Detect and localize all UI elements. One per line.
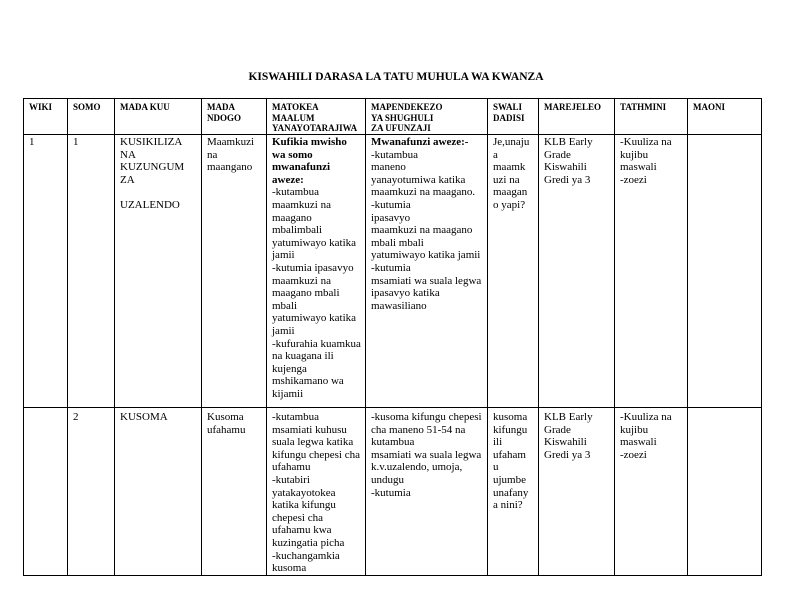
cell-mada-kuu: KUSOMA xyxy=(115,408,202,576)
header-swali-dadisi: SWALI DADISI xyxy=(488,99,539,135)
header-mapendekezo: MAPENDEKEZO YA SHUGHULI ZA UFUNZAJI xyxy=(366,99,488,135)
cell-mapendekezo: -kusoma kifungu chepesi cha maneno 51-54 na kutambua msamiati wa suala legwa k.v.uzalendo, umoja, undugu -kutumia xyxy=(366,408,488,576)
cell-wiki: 1 xyxy=(24,135,68,408)
header-maoni: MAONI xyxy=(688,99,762,135)
cell-maoni xyxy=(688,135,762,408)
cell-mapendekezo xyxy=(366,135,488,408)
cell-marejeleo: KLB Early Grade Kiswahili Gredi ya 3 xyxy=(539,135,615,408)
header-marejeleo: MAREJELEO xyxy=(539,99,615,135)
header-matokea: MATOKEA MAALUM YANAYOTARAJIWA xyxy=(267,99,366,135)
cell-mada-ndogo: Kusoma ufahamu xyxy=(202,408,267,576)
mapendekezo-text: -kutambua maneno yanayotumiwa katika maamkuzi na maagano. -kutumia ipasavyo maamkuzi na maagano mbali mbali yatumiwayo katika jamii -kutumia msamiati wa suala legwa ipasavyo katika mawasiliano xyxy=(371,148,482,312)
cell-mada-kuu: KUSIKILIZA NA KUZUNGUM ZA UZALENDO xyxy=(115,135,202,408)
cell-somo: 1 xyxy=(68,135,115,408)
cell-tathmini: -Kuuliza na kujibu maswali -zoezi xyxy=(615,135,688,408)
cell-swali-dadisi: Je,unaju a maamk uzi na maagan o yapi? xyxy=(488,135,539,408)
cell-matokea: -kutambua msamiati kuhusu suala legwa katika kifungu chepesi cha ufahamu -kutabiri yatakayotokea katika kifungu chepesi cha ufahamu kwa kuzingatia picha -kuchangamkia kusoma xyxy=(267,408,366,576)
header-tathmini: TATHMINI xyxy=(615,99,688,135)
matokea-text: -kutambua maamkuzi na maagano mbalimbali yatumiwayo katika jamii -kutumia ipasavyo maamkuzi na maagano mbali mbali yatumiwayo katika jamii -kufurahia kuamkua na kuagana ili kujenga mshikamano wa kijamii xyxy=(272,186,361,400)
scheme-of-work-table xyxy=(23,98,762,576)
header-mada-kuu: MADA KUU xyxy=(115,99,202,135)
matokea-heading: Kufikia mwisho wa somo mwanafunzi aweze: xyxy=(272,136,347,186)
document-title: KISWAHILI DARASA LA TATU MUHULA WA KWANZA xyxy=(248,71,544,83)
table-row xyxy=(24,408,762,576)
cell-wiki xyxy=(24,408,68,576)
header-row xyxy=(24,99,762,135)
cell-maoni xyxy=(688,408,762,576)
cell-somo: 2 xyxy=(68,408,115,576)
cell-swali-dadisi: kusoma kifungu ili ufaham u ujumbe unafany a nini? xyxy=(488,408,539,576)
mapendekezo-heading: Mwanafunzi aweze:- xyxy=(371,136,469,148)
cell-matokea xyxy=(267,135,366,408)
cell-mada-ndogo: Maamkuzi na maangano xyxy=(202,135,267,408)
header-somo: SOMO xyxy=(68,99,115,135)
header-wiki: WIKI xyxy=(24,99,68,135)
table-row xyxy=(24,135,762,408)
cell-marejeleo: KLB Early Grade Kiswahili Gredi ya 3 xyxy=(539,408,615,576)
header-mada-ndogo: MADA NDOGO xyxy=(202,99,267,135)
cell-tathmini: -Kuuliza na kujibu maswali -zoezi xyxy=(615,408,688,576)
